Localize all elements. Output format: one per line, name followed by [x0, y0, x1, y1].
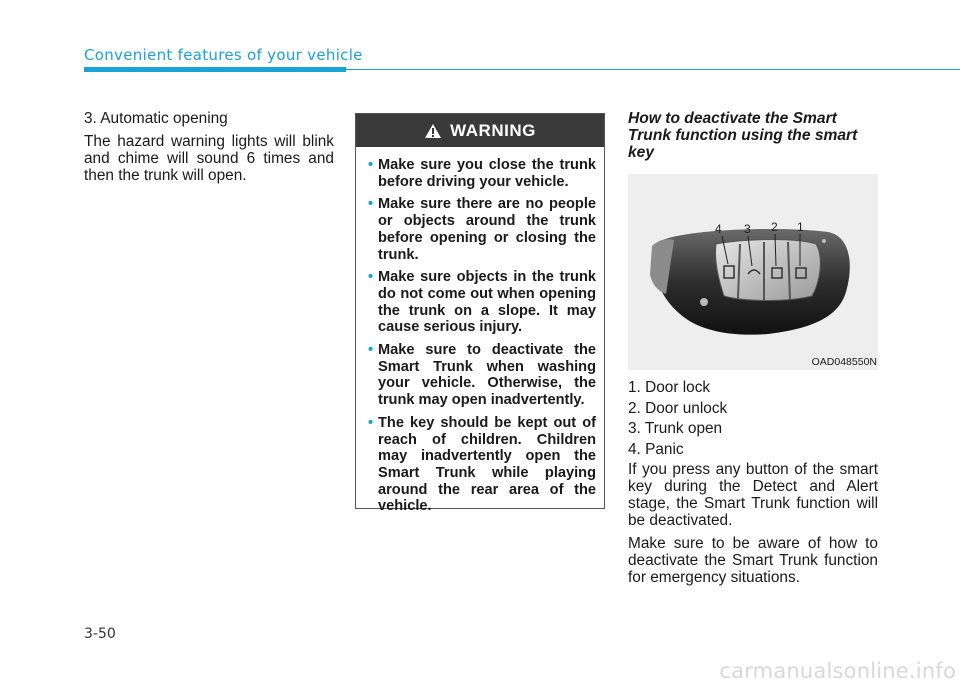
- callout-2: 2: [771, 220, 778, 234]
- warning-header: [356, 114, 604, 147]
- list-item: 1. Door lock: [628, 379, 711, 396]
- warning-item: • Make sure to deactivate the Smart Trunk when washing your vehicle. Otherwise, the trunk may open inadvertently.: [368, 342, 596, 409]
- button-list: [628, 379, 878, 458]
- bullet-icon: •: [368, 414, 374, 431]
- section-title: Convenient features of your vehicle: [84, 46, 363, 64]
- warning-item: • Make sure you close the trunk before driving your vehicle.: [368, 157, 596, 190]
- warning-box: [355, 113, 605, 515]
- emergency-paragraph: Make sure to be aware of how to deactivate the Smart Trunk function for emergency situations.: [628, 535, 878, 586]
- bullet-icon: •: [368, 342, 374, 359]
- callout-1: 1: [797, 220, 804, 234]
- warning-item: • The key should be kept out of reach of children. Children may inadvertently open the Smart Trunk while playing around the rear area of the vehicle.: [368, 414, 596, 515]
- header-rule-thin: [346, 69, 960, 70]
- smart-key-illustration: [628, 174, 878, 370]
- deactivate-paragraph: If you press any button of the smart key during the Detect and Alert stage, the Smart Trunk function will be deactivated.: [628, 461, 878, 529]
- bullet-icon: •: [368, 269, 374, 286]
- warning-item: • Make sure there are no people or objects around the trunk before opening or closing the trunk.: [368, 196, 596, 263]
- warning-title: WARNING: [450, 120, 536, 140]
- warning-item: • Make sure objects in the trunk do not come out when opening the trunk on a slope. It may cause serious injury.: [368, 269, 596, 336]
- warning-triangle-icon: [424, 123, 442, 139]
- callout-4: 4: [715, 222, 722, 236]
- figure-caption: OAD048550N: [811, 356, 877, 368]
- deactivate-heading: How to deactivate the Smart Trunk function using the smart key: [628, 110, 858, 161]
- left-column: [84, 110, 334, 190]
- bullet-icon: •: [368, 196, 374, 213]
- list-item: 2. Door unlock: [628, 399, 728, 417]
- header-rule-thick: [84, 67, 346, 72]
- watermark: carmanualsonline.info: [719, 659, 956, 683]
- bullet-icon: •: [368, 157, 374, 173]
- list-item: 3. Trunk open: [628, 420, 723, 437]
- page-number: 3-50: [84, 626, 116, 642]
- automatic-opening-body: The hazard warning lights will blink and chime will sound 6 times and then the trunk will open.: [84, 133, 334, 184]
- automatic-opening-heading: 3. Automatic opening: [84, 110, 228, 127]
- callout-3: 3: [744, 222, 751, 236]
- list-item: 4. Panic: [628, 440, 684, 458]
- right-column: [628, 110, 878, 592]
- smart-key-figure: [628, 174, 878, 370]
- warning-list: [356, 147, 604, 515]
